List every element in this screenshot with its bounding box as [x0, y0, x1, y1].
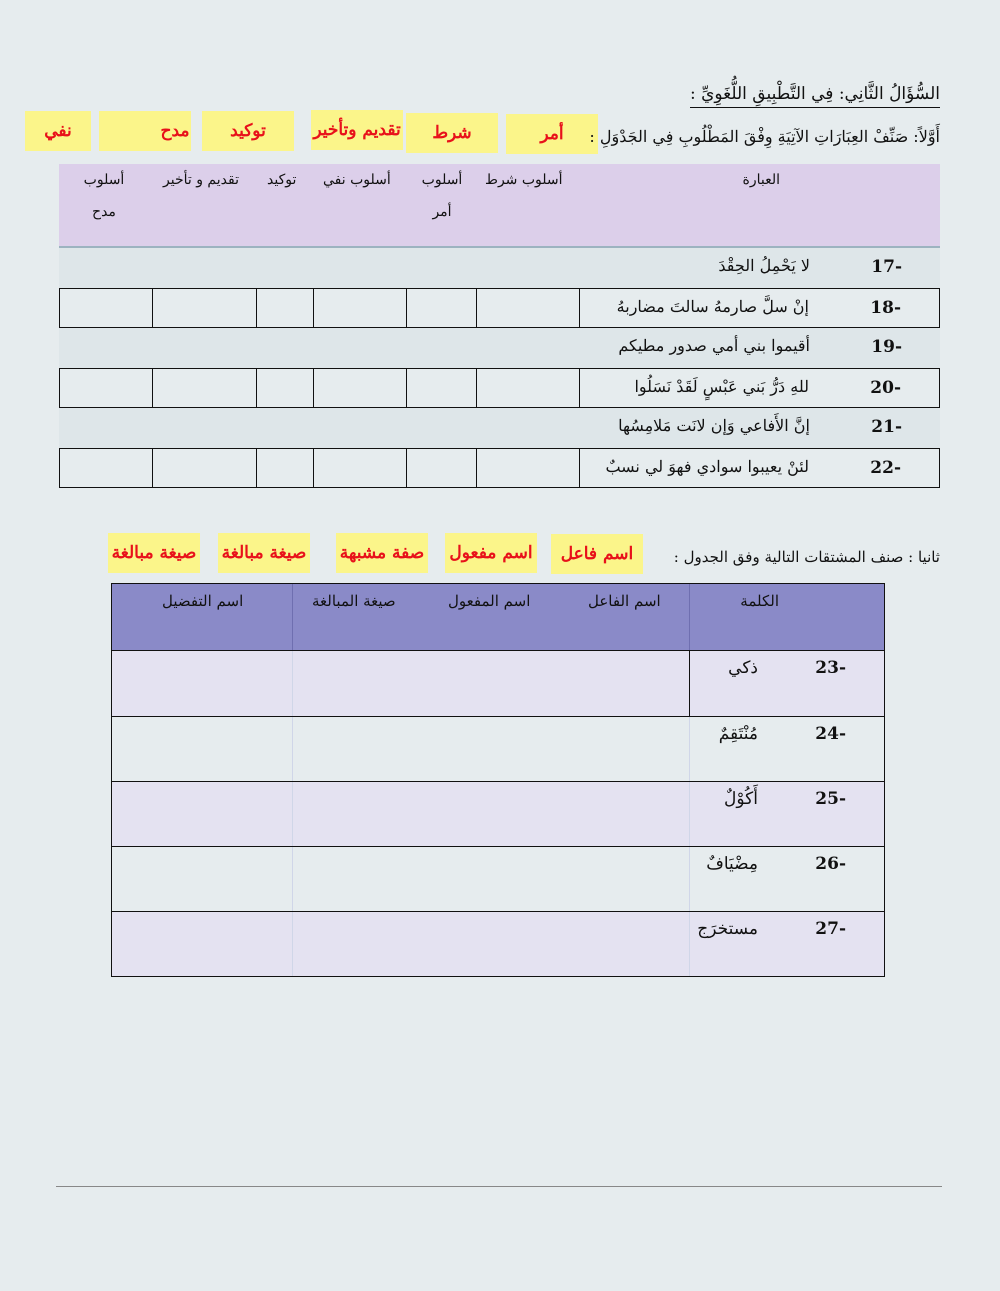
drop-cell[interactable]	[256, 289, 257, 327]
header-phrase: العبارة	[742, 172, 780, 188]
drop-cell[interactable]	[313, 369, 314, 407]
table-row	[59, 288, 940, 328]
chip-adjective[interactable]: صفة مشبهة	[336, 533, 428, 573]
header-intensive: صيغة المبالغة	[312, 592, 396, 610]
drop-cell[interactable]	[152, 449, 153, 487]
drop-cell[interactable]	[579, 289, 580, 327]
row-phrase: لئنْ يعيبوا سوادي فهوَ لي نسبٌ	[605, 457, 809, 476]
row-number: 20-	[870, 378, 901, 398]
drop-cell[interactable]	[406, 449, 407, 487]
row-word: مُنْتَقِمٌ	[718, 724, 758, 744]
row-word: مستخرَج	[697, 919, 758, 939]
drop-cell[interactable]	[313, 449, 314, 487]
part1-instruction: أَوَّلاً: صَنِّفْ العِبَارَاتِ الآتِيَةِ وِفْقَ المَطْلُوبِ فِي الجَدْوَلِ :	[589, 127, 940, 146]
question-title: السُّؤَالُ الثَّانِي: فِي التَّطْبِيقِ اللُّغَوِيِّ :	[690, 84, 940, 108]
chip-condition[interactable]: شرط	[406, 113, 498, 153]
row-phrase: للهِ دَرُّ بَني عَبْسٍ لَقَدْ نَسَلُوا	[634, 377, 809, 396]
chip-intensive-1[interactable]: صيغة مبالغة	[218, 533, 310, 573]
row-number: 25-	[815, 789, 846, 809]
table-row[interactable]	[112, 651, 884, 716]
row-number: 21-	[871, 417, 902, 437]
row-word: أَكُوْلٌ	[724, 789, 758, 809]
drop-cell[interactable]	[476, 449, 477, 487]
classification-table-header	[59, 164, 940, 248]
table-row	[59, 248, 940, 288]
row-phrase: إنْ سلَّ صارمهُ سالتَ مضاربهُ	[616, 297, 809, 316]
header-emphasis: توكيد	[267, 172, 297, 188]
drop-cell[interactable]	[579, 449, 580, 487]
header-condition: أسلوب شرط	[485, 172, 563, 188]
drop-cell[interactable]	[476, 289, 477, 327]
header-passive: اسم المفعول	[448, 592, 531, 610]
derivatives-table-header	[112, 584, 884, 651]
chip-order[interactable]: تقديم وتأخير	[311, 110, 403, 150]
chip-praise[interactable]: مدح	[99, 111, 191, 151]
chip-passive-participle[interactable]: اسم مفعول	[445, 533, 537, 573]
row-phrase: إنَّ الأَفاعي وَإن لانَت مَلامِسُها	[618, 416, 810, 435]
table-row[interactable]	[112, 781, 884, 846]
row-number: 23-	[815, 658, 846, 678]
part2-instruction: ثانيا : صنف المشتقات التالية وفق الجدول :	[673, 548, 940, 566]
drop-cell[interactable]	[256, 449, 257, 487]
derivatives-table	[111, 583, 885, 977]
drop-cell[interactable]	[406, 369, 407, 407]
drop-cell[interactable]	[579, 369, 580, 407]
drop-cell[interactable]	[256, 369, 257, 407]
drop-cell[interactable]	[476, 369, 477, 407]
row-number: 27-	[815, 919, 846, 939]
row-number: 17-	[871, 257, 902, 277]
header-negation: أسلوب نفي	[323, 172, 391, 188]
drop-cell[interactable]	[313, 289, 314, 327]
header-order: تقديم و تأخير	[163, 172, 239, 188]
drop-cell[interactable]	[152, 289, 153, 327]
table-row	[59, 368, 940, 408]
drop-cell[interactable]	[152, 369, 153, 407]
row-word: مِضْيَافٌ	[706, 854, 758, 874]
header-praise: أسلوب مدح	[83, 172, 125, 220]
row-word: ذكي	[728, 658, 758, 678]
table-row	[59, 328, 940, 368]
chip-emphasis[interactable]: توكيد	[202, 111, 294, 151]
row-number: 18-	[870, 298, 901, 318]
table-row	[59, 448, 940, 488]
footer-divider	[56, 1186, 942, 1187]
row-phrase: لا يَحْمِلُ الحِقْدَ	[718, 256, 810, 275]
row-number: 19-	[871, 337, 902, 357]
chip-active-participle[interactable]: اسم فاعل	[551, 534, 643, 574]
chip-intensive-2[interactable]: صيغة مبالغة	[108, 533, 200, 573]
header-active: اسم الفاعل	[588, 592, 661, 610]
row-phrase: أقيموا بني أمي صدور مطيكم	[618, 336, 810, 355]
row-number: 26-	[815, 854, 846, 874]
row-number: 24-	[815, 724, 846, 744]
classification-table	[59, 164, 940, 488]
chip-negation[interactable]: نفي	[25, 111, 91, 151]
header-superlative: اسم التفضيل	[162, 592, 244, 610]
table-row[interactable]	[112, 911, 884, 976]
row-number: 22-	[870, 458, 901, 478]
table-row[interactable]	[112, 846, 884, 911]
drop-cell[interactable]	[406, 289, 407, 327]
table-row[interactable]	[112, 716, 884, 781]
table-row	[59, 408, 940, 448]
header-word: الكلمة	[740, 592, 779, 610]
header-command: أسلوب أمر	[421, 172, 463, 220]
chip-command[interactable]: أمر	[506, 114, 598, 154]
